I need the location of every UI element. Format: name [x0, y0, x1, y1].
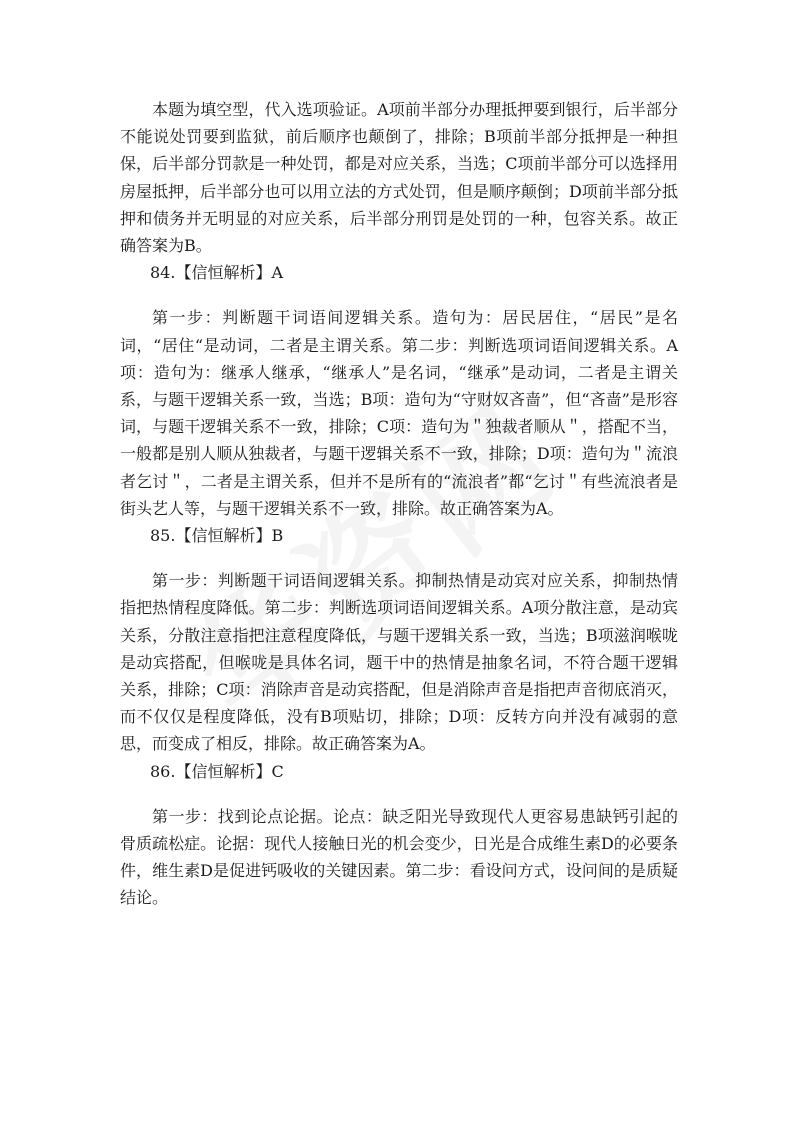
paragraph-84-analysis: 第一步：判断题干词语间逻辑关系。造句为：居民居住，“居民”是名词，“居住“是动词，二者是主谓关系。第二步：判断选项词语间逻辑关系。A项：造句为：继承人继承，“继承人”是名词，“继承”是动词，二者是主谓关系，与题干逻辑关系一致，当选；B项：造句为“守财奴吝啬”，但“吝啬”是形容词，与题干逻辑关系不一致，排除；C项：造句为＂独裁者顺从＂，搭配不当，一般都是别人顺从独裁者，与题干逻辑关系不一致，排除；D项：造句为＂流浪者乞讨＂，二者是主谓关系，但并不是所有的“流浪者”都“乞讨＂有些流浪者是街头艺人等，与题干逻辑关系不一致，排除。故正确答案为A。 [120, 308, 678, 518]
document-body [120, 96, 678, 912]
heading-86: 86.【信恒解析】C [150, 761, 284, 781]
paragraph-86-analysis: 第一步：找到论点论据。论点：缺乏阳光导致现代人更容易患缺钙引起的骨质疏松症。论据：现代人接触日光的机会变少，日光是合成维生素D的必要条件，维生素D是促进钙吸收的关键因素。第二步：看设问方式，设问间的是质疑结论。 [120, 806, 678, 908]
heading-84: 84.【信恒解析】A [150, 263, 284, 283]
heading-85: 85.【信恒解析】B [150, 526, 284, 546]
paragraph-83-analysis: 本题为填空型，代入选项验证。A项前半部分办理抵押要到银行，后半部分不能说处罚要到监狱，前后顺序也颠倒了，排除；B项前半部分抵押是一种担保，后半部分罚款是一种处罚，都是对应关系，当选；C项前半部分可以选择用房屋抵押，后半部分也可以用立法的方式处罚，但是顺序颠倒；D项前半部分抵押和债务并无明显的对应关系，后半部分刑罚是处罚的一种，包容关系。故正确答案为B。 [120, 100, 678, 256]
paragraph-85-analysis: 第一步：判断题干词语间逻辑关系。抑制热情是动宾对应关系，抑制热情指把热情程度降低。第二步：判断选项词语间逻辑关系。A项分散注意，是动宾关系，分散注意指把注意程度降低，与题干逻辑关系一致，当选；B项滋润喉咙是动宾搭配，但喉咙是具体名词，题干中的热情是抽象名词，不符合题干逻辑关系，排除；C项：消除声音是动宾搭配，但是消除声音是指把声音彻底消灭，而不仅仅是程度降低，没有B项贴切，排除；D项：反转方向并没有减弱的意思，而变成了相反，排除。故正确答案为A。 [120, 571, 678, 754]
